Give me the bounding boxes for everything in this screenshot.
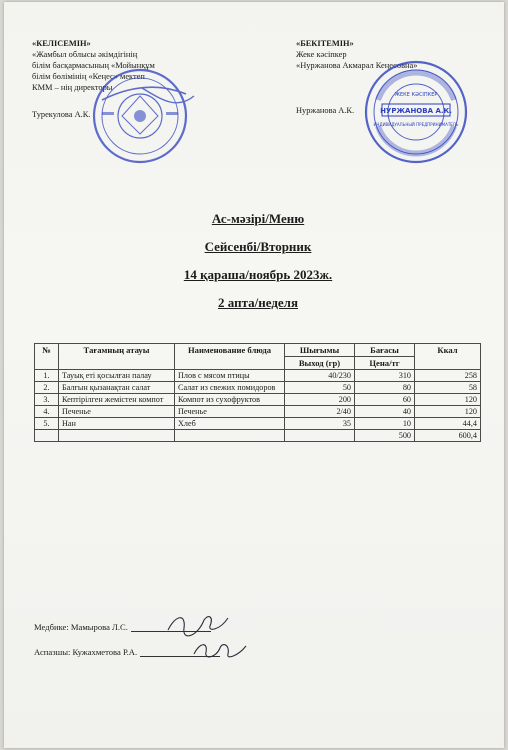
- cell-price: 60: [355, 394, 415, 406]
- cell-kcal: 120: [415, 394, 481, 406]
- cell-yield: 2/40: [285, 406, 355, 418]
- cell-num: 5.: [35, 418, 59, 430]
- header-price-ru: Цена/тг: [355, 357, 415, 370]
- stamp-subtitle: ЖЕКЕ КӘСІПКЕР: [394, 92, 438, 98]
- menu-table: [34, 343, 481, 442]
- cell-name-ru: Печенье: [175, 406, 285, 418]
- cook-label: Аспазшы: Кужахметова Р.А.: [34, 647, 138, 657]
- cell-kcal: 258: [415, 370, 481, 382]
- approval-left-line: білім басқармасының «Мойынқұм: [32, 61, 155, 70]
- header-yield-ru: Выход (гр): [285, 357, 355, 370]
- stamp-center-text: НУРЖАНОВА А.К.: [380, 107, 452, 115]
- cell-num: 2.: [35, 382, 59, 394]
- cell-name-kz: Тауық еті қосылған палау: [59, 370, 175, 382]
- menu-week: 2 апта/неделя: [218, 295, 298, 310]
- cell-name-kz: Печенье: [59, 406, 175, 418]
- table-row: [35, 394, 481, 406]
- cell-empty: [59, 430, 175, 442]
- approval-right-line: «Нуржанова Акмарал Кеңесовна»: [296, 61, 418, 70]
- cell-num: 3.: [35, 394, 59, 406]
- cell-yield: 40/230: [285, 370, 355, 382]
- table-row: [35, 382, 481, 394]
- cell-empty: [285, 430, 355, 442]
- cell-name-ru: Хлеб: [175, 418, 285, 430]
- table-header-row: [35, 344, 481, 357]
- cell-num: 4.: [35, 406, 59, 418]
- approval-right-signatory: Нуржанова А.К.: [296, 106, 355, 115]
- menu-date: 14 қараша/ноябрь 2023ж.: [183, 267, 333, 282]
- cell-num: 1.: [35, 370, 59, 382]
- round-seal-right: [356, 56, 476, 168]
- cell-name-kz: Балғын қызанақтан салат: [59, 382, 175, 394]
- header-name-kz: Тағамның атауы: [59, 344, 175, 370]
- menu-title-block: [4, 208, 508, 320]
- total-kcal: 600,4: [415, 430, 481, 442]
- approval-right-title: «БЕКІТЕМІН»: [296, 39, 354, 48]
- approval-right-line: Жеке кәсіпкер: [296, 50, 347, 59]
- cell-yield: 50: [285, 382, 355, 394]
- cell-price: 80: [355, 382, 415, 394]
- cell-name-ru: Плов с мясом птицы: [175, 370, 285, 382]
- cell-empty: [35, 430, 59, 442]
- stamp-lower-text: ИНДИВИДУАЛЬНЫЙ ПРЕДПРИНИМАТЕЛЬ: [373, 122, 459, 127]
- approval-left-signatory: Турекулова А.К.: [32, 110, 91, 119]
- table-total-row: [35, 430, 481, 442]
- nurse-label: Медбике: Мамырова Л.С.: [34, 622, 128, 632]
- cell-kcal: 58: [415, 382, 481, 394]
- header-num: №: [35, 344, 59, 370]
- table-row: [35, 370, 481, 382]
- table-row: [35, 418, 481, 430]
- cell-price: 40: [355, 406, 415, 418]
- cell-name-ru: Салат из свежих помидоров: [175, 382, 285, 394]
- table-row: [35, 406, 481, 418]
- cell-yield: 35: [285, 418, 355, 430]
- total-price: 500: [355, 430, 415, 442]
- menu-day: Сейсенбі/Вторник: [204, 239, 312, 254]
- header-kcal: Ккал: [415, 344, 481, 370]
- cell-name-ru: Компот из сухофруктов: [175, 394, 285, 406]
- handwritten-signature-cook: [190, 636, 250, 664]
- cell-empty: [175, 430, 285, 442]
- round-seal-left: [82, 60, 202, 170]
- approval-left-line: білім бөлімінің «Кеңес» мектеп: [32, 72, 145, 81]
- approval-left-title: «КЕЛІСЕМІН»: [32, 39, 91, 48]
- approval-left-line: КММ – нің директоры: [32, 83, 113, 92]
- approval-left-line: «Жамбыл облысы әкімдігінің: [32, 50, 138, 59]
- cell-price: 310: [355, 370, 415, 382]
- cell-name-kz: Кептірілген жемістен компот: [59, 394, 175, 406]
- cell-kcal: 44,4: [415, 418, 481, 430]
- cell-kcal: 120: [415, 406, 481, 418]
- cell-yield: 200: [285, 394, 355, 406]
- cell-price: 10: [355, 418, 415, 430]
- document-sheet: [4, 2, 504, 748]
- menu-title: Ас-мәзірі/Меню: [211, 211, 305, 226]
- cell-name-kz: Нан: [59, 418, 175, 430]
- header-name-ru: Наименование блюда: [175, 344, 285, 370]
- header-price-kz: Бағасы: [355, 344, 415, 357]
- header-yield-kz: Шығымы: [285, 344, 355, 357]
